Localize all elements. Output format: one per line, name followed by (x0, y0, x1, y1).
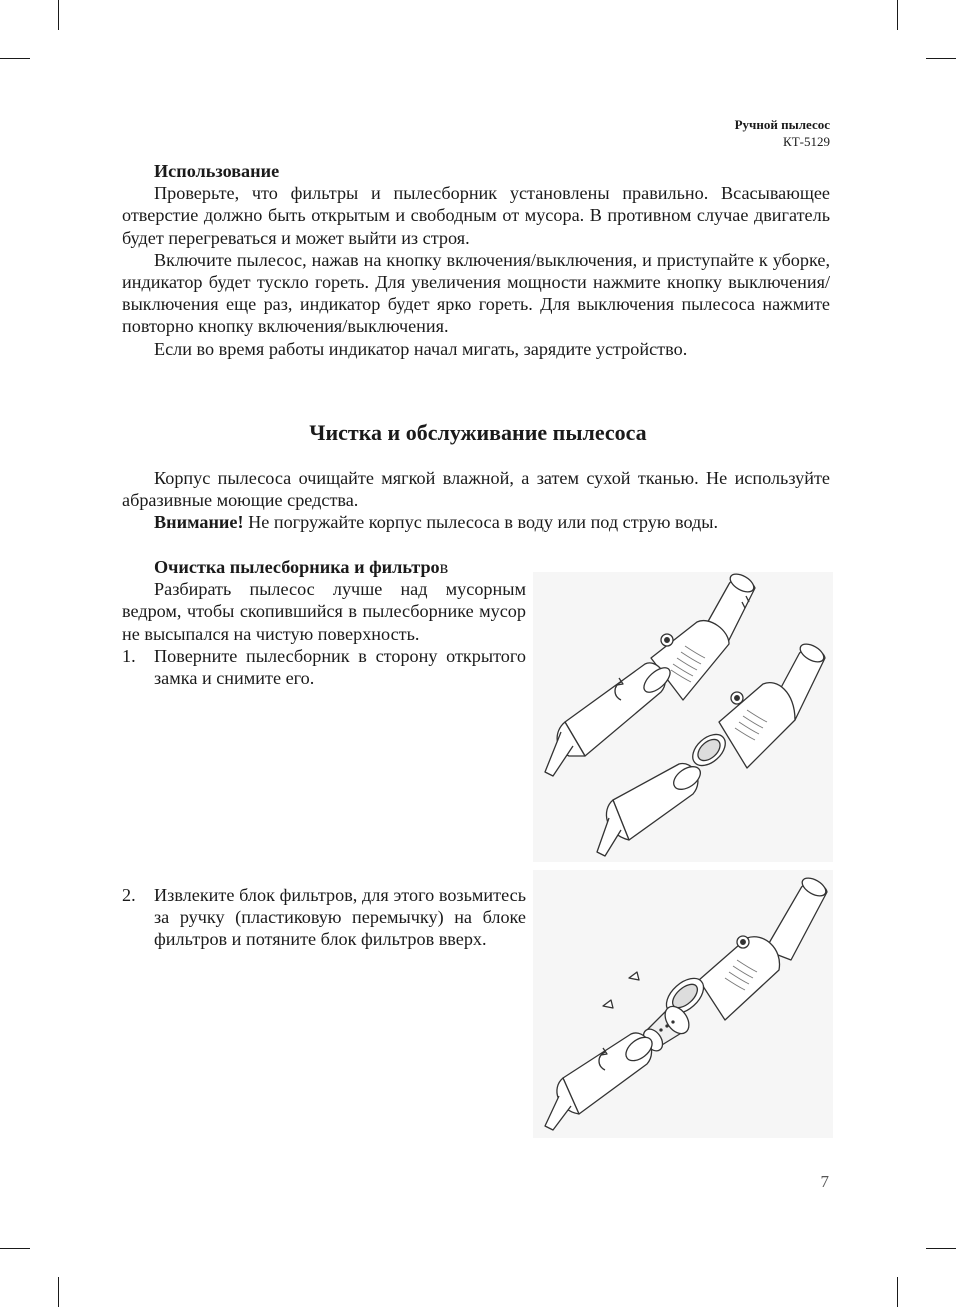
filters-intro: Разбирать пылесос лучше над мусорным ведром, чтобы скопившийся в пылесборнике мусор не высыпался на чистую поверхность. (122, 579, 526, 644)
header-model: КТ-5129 (783, 134, 830, 149)
crop-mark (926, 1248, 956, 1249)
step-text: Поверните пылесборник в сторону открытого замка и снимите его. (154, 645, 526, 689)
filters-heading-bold: Очистка пылесборника и фильтро (154, 557, 440, 577)
cleaning-section (122, 467, 830, 534)
filters-section (122, 556, 526, 689)
step-item (122, 645, 526, 689)
figure-filter-removal (533, 870, 833, 1138)
step-text: Извлеките блок фильтров, для этого возьмитесь за ручку (пластиковую перемычку) на блоке фильтров и потяните блок фильтров вверх. (154, 885, 526, 950)
usage-paragraph: Включите пылесос, нажав на кнопку включения/выключения, и приступайте к уборке, индикатор будет тускло гореть. Для увеличения мощности нажмите кнопку выключения/выключения еще раз, индикатор будет ярко гореть. Для выключения пылесоса нажмите повторно кнопку включения/выключения. (122, 249, 830, 337)
crop-mark (58, 0, 59, 30)
crop-mark (58, 1277, 59, 1307)
usage-paragraph: Проверьте, что фильтры и пылесборник установлены правильно. Всасывающее отверстие должно быть открытым и свободным от мусора. В противном случае двигатель будет перегреваться и может выйти из строя. (122, 183, 830, 248)
crop-mark (897, 1277, 898, 1307)
usage-paragraph: Если во время работы индикатор начал мигать, зарядите устройство. (154, 338, 688, 359)
warning-text: Не погружайте корпус пылесоса в воду или под струю воды. (243, 512, 719, 533)
crop-mark (926, 58, 956, 59)
filters-heading-tail: в (439, 557, 449, 577)
header-product-name: Ручной пылесос (734, 117, 830, 132)
usage-section (122, 160, 830, 360)
crop-mark (0, 1248, 30, 1249)
cleaning-paragraph: Корпус пылесоса очищайте мягкой влажной, а затем сухой тканью. Не используйте абразивные моющие средства. (122, 468, 830, 511)
figure-dust-container-removal (533, 572, 833, 862)
warning-label: Внимание! (154, 512, 244, 533)
step-number: 1. (122, 645, 136, 666)
cleaning-title: Чистка и обслуживание пылесоса (309, 420, 647, 445)
filters-heading (154, 556, 526, 578)
usage-heading: Использование (154, 161, 280, 181)
filters-step-2 (122, 884, 526, 951)
cleaning-warning (122, 511, 830, 533)
step-item (122, 884, 526, 951)
crop-mark (0, 58, 30, 59)
step-number: 2. (122, 885, 136, 905)
crop-mark (897, 0, 898, 30)
page-number: 7 (820, 1172, 829, 1191)
